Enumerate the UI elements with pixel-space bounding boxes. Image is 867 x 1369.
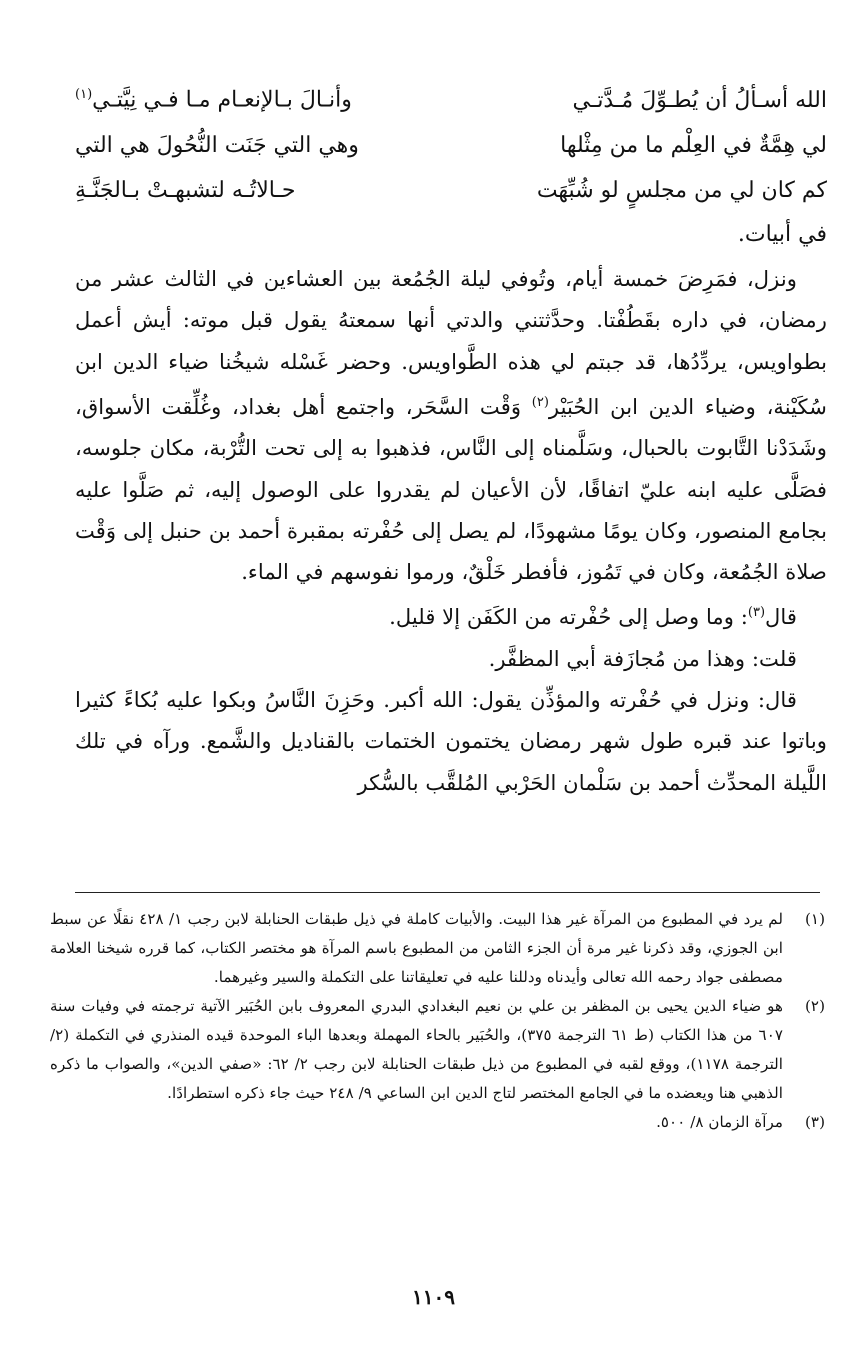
footnotes [50, 905, 825, 1137]
verse-first-hemistich: الله أسـألُ أن يُطـوِّلَ مُـدَّتـي [572, 87, 827, 113]
page-number: ١١٠٩ [412, 1285, 455, 1309]
verse-second-hemistich: حـالاتُـه لتشبهـتْ بـالجَنَّـةِ [75, 177, 296, 203]
footnote [50, 992, 825, 1108]
footnote-separator [75, 892, 820, 893]
verse-second-hemistich: وأنـالَ بـالإنعـام مـا فـي نِيَّتـي$^{(١)}$ [75, 87, 352, 113]
footnote-text: هو ضياء الدين يحيى بن المظفر بن علي بن نعيم البغدادي البدري المعروف بابن الحُبَير الآتية ترجمته في وفيات سنة ٦٠٧ من هذا الكتاب (ط ٦١ الترجمة ٣٧٥)، والحُبَير بالحاء المهملة وبعدها الباء الموحدة قيده المنذري في التكملة (٢/ الترجمة ١١٧٨)، ووقع لقبه في المطبوع من ذيل طبقات الحنابلة لابن رجب ٢/ ٦٢: «صفي الدين»، والصواب ما ذكره الذهبي هنا ويعضده ما في الجامع المختصر لتاج الدين ابن الساعي ٩/ ٢٤٨ حيث جاء ذكره استطرادًا. [50, 997, 784, 1102]
poem-verse [75, 78, 827, 122]
poem-verse [75, 123, 827, 167]
verse-first-hemistich: كم كان لي من مجلسٍ لو شُبِّهَت [536, 177, 827, 203]
paragraph: قال$^{(٣)}$: وما وصل إلى حُفْرته من الكَفَن إلا قليل. [389, 604, 797, 630]
poem [75, 78, 827, 257]
verse-second-hemistich: وهي التي جَنَت النُّحُولَ هي التي [75, 132, 359, 158]
footnote-ref: (٢) [531, 394, 549, 410]
poem-tail: في أبيات. [737, 222, 827, 247]
footnote-text: مرآة الزمان ٨/ ٥٠٠. [656, 1113, 783, 1131]
poem-verse [75, 168, 827, 212]
footnote-text: لم يرد في المطبوع من المرآة غير هذا البيت. والأبيات كاملة في ذيل طبقات الحنابلة لابن رجب ١/ ٤٢٨ نقلًا عن سبط ابن الجوزي، وقد ذكرنا غير مرة أن الجزء الثامن من المطبوع باسم المرآة هو مختصر الكتاب، كما قرره شيخنا العلامة مصطفى جواد رحمه الله تعالى وأيدناه ودللنا عليه في تعليقاتنا على التكملة والسير وغيرهما. [50, 910, 783, 986]
footnote-ref: (٣) [747, 605, 766, 621]
paragraph: ونزل، فمَرِضَ خمسة أيام، وتُوفي ليلة الجُمُعة بين العشاءين في الثالث عشر من رمضان، في داره بقَطُفْتا. وحدَّثتني والدتي أنها سمعتهُ يقول قبل موته: أيش أعمل بطواويس، يردِّدُها، قد جبتم لي هذه الطَّواويس. وحضر غَسْله شيخُنا ضياء الدين ابن سُكَيْنة، وضياء الدين ابن الحُبَيْر$^{(٢)}$ وَقْت السَّحَر، واجتمع أهل بغداد، وغُلِّقت الأسواق، وشَدَدْنا التَّابوت بالحبال، وسَلَّمناه إلى النَّاس، فذهبوا به إلى تحت التُّرْبة، مكان جلوسه، فصَلَّى عليه ابنه عليّ اتفاقًا، لأن الأعيان لم يقدروا على الوصول إليه، ثم صَلَّوا عليه بجامع المنصور، وكان يومًا مشهودًا، لم يصل إلى حُفْرته بمقبرة أحمد بن حنبل إلى وَقْت صلاة الجُمُعة، وكان في تَمُوز، فأفطر خَلْقٌ، ورموا نفوسهم في الماء. [75, 266, 828, 585]
footnote [50, 905, 825, 992]
footnote-ref: (١) [75, 87, 93, 103]
footnote-number: (٣) [804, 1113, 825, 1131]
main-text [75, 258, 827, 803]
footnote-number: (١) [804, 910, 825, 928]
paragraph: قلت: وهذا من مُجازَفة أبي المظفَّر. [488, 645, 797, 671]
footnote [50, 1108, 825, 1137]
paragraph: قال: ونزل في حُفْرته والمؤذِّن يقول: الله أكبر. وحَزِنَ النَّاسُ وبكوا عليه بُكاءً كثيرا وباتوا عند قبره طول شهر رمضان يختمون الختمات بالقناديل والشَّمع. ورآه في تلك اللَّيلة المحدِّث أحمد بن سَلْمان الحَرْبي المُلقَّب بالسُّكر [75, 687, 827, 795]
verse-first-hemistich: لي هِمَّةٌ في العِلْم ما من مِثْلها [560, 132, 827, 158]
footnote-number: (٢) [804, 997, 825, 1015]
